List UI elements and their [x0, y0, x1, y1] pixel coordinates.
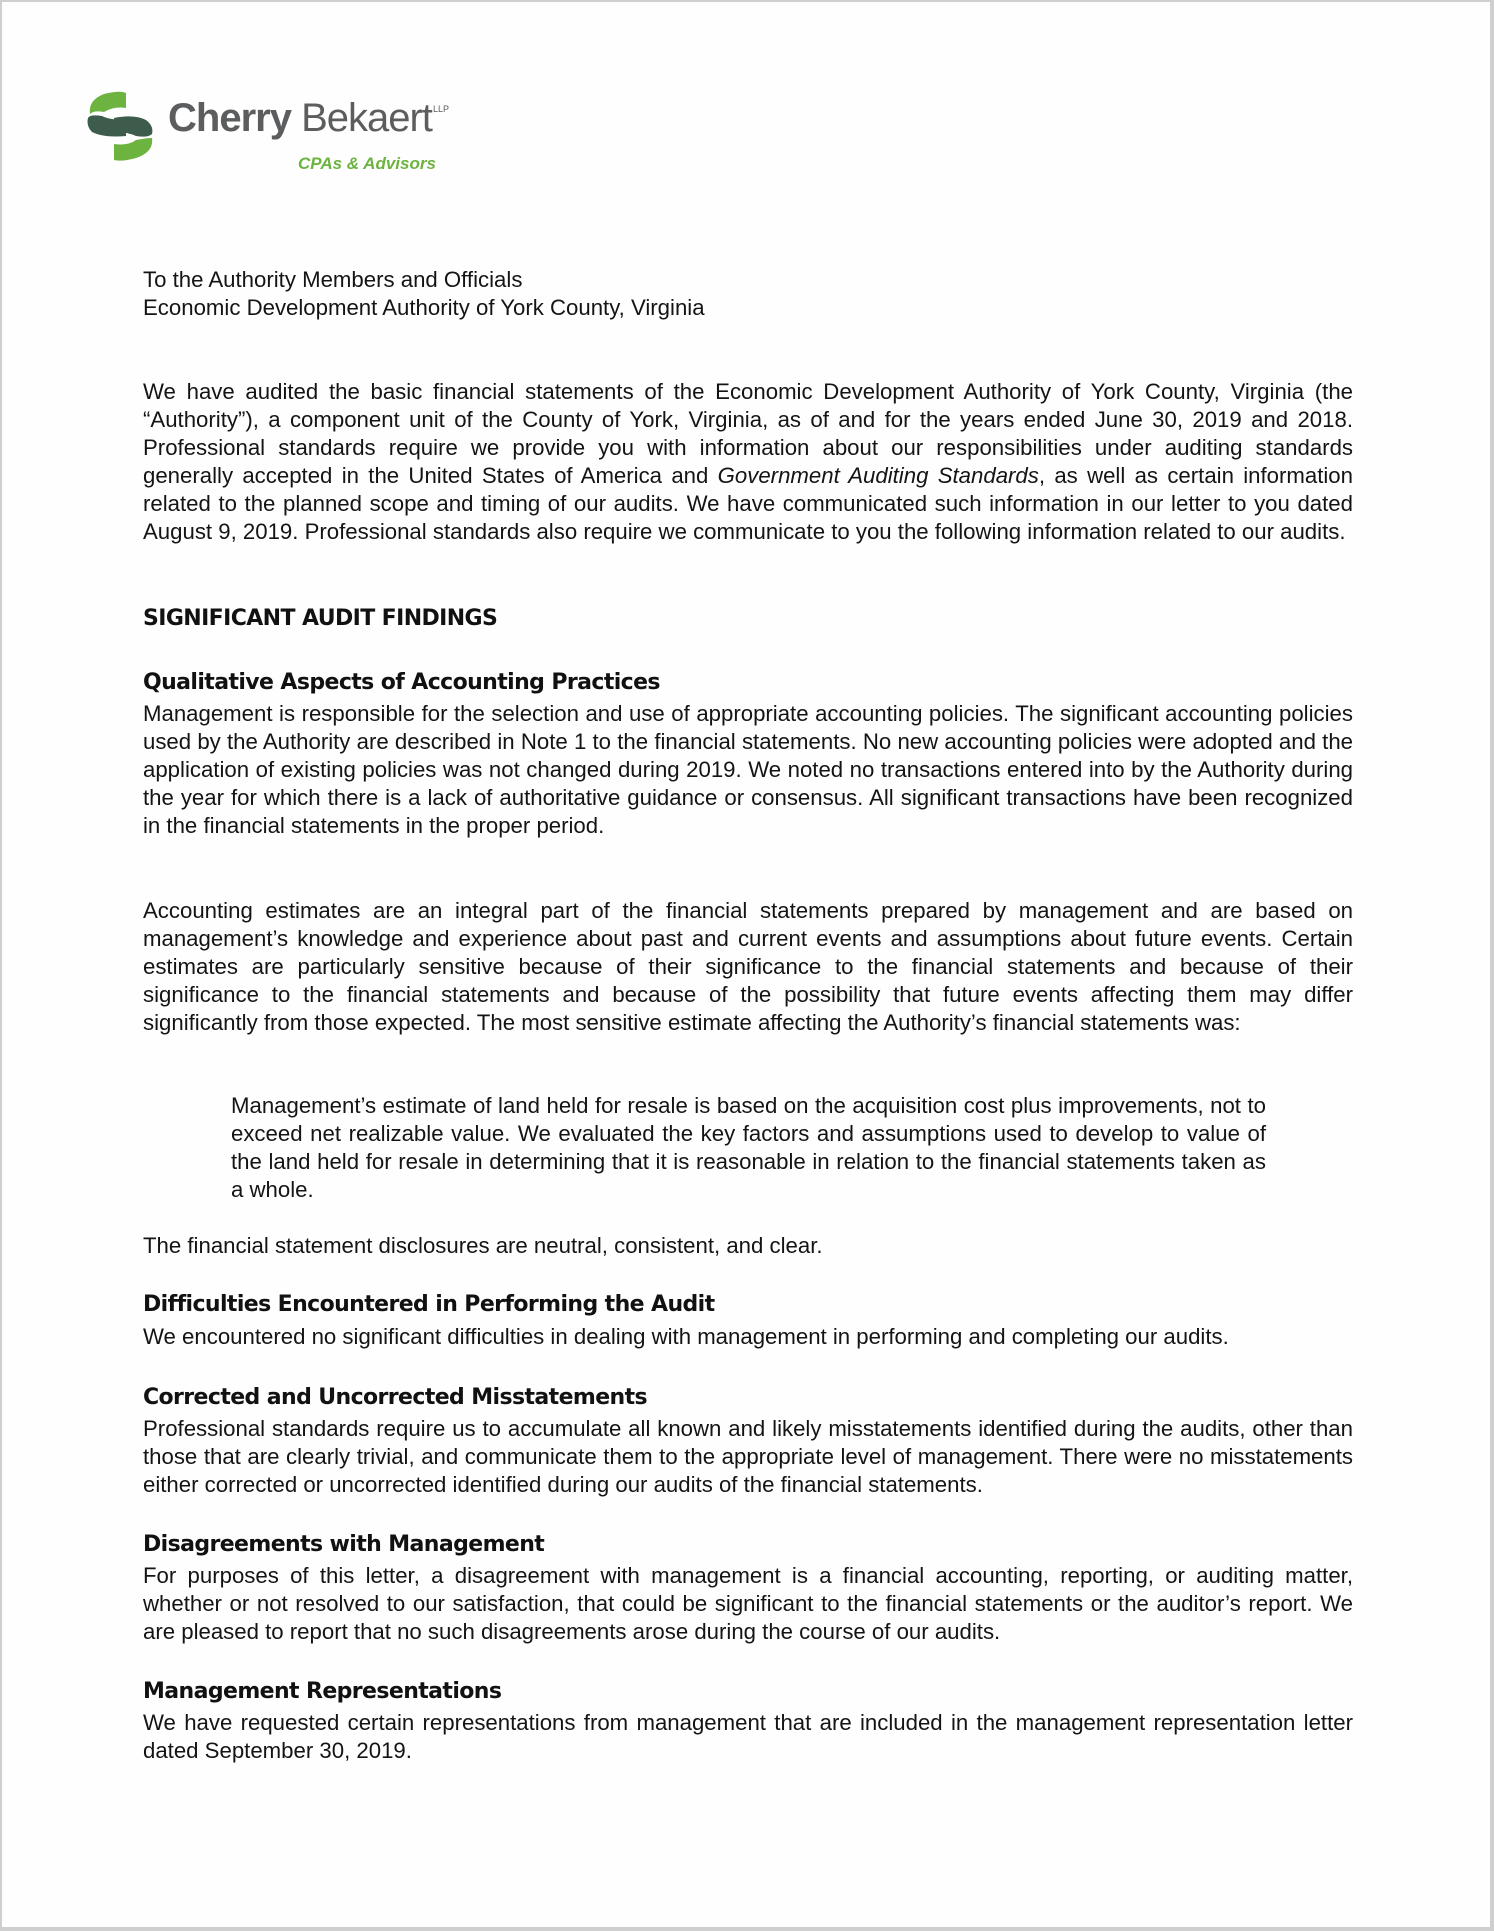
standards-title: Government Auditing Standards	[717, 463, 1039, 488]
heading-disagreements: Disagreements with Management	[143, 1532, 545, 1557]
misstatements-paragraph: Professional standards require us to accumulate all known and likely misstatements identified during the audits, other than those that are clearly trivial, and communicate them to the appropriate level of management. There were no misstatements either corrected or uncorrected identified during our audits of the financial statements.	[143, 1416, 1353, 1497]
document-page	[2, 2, 1490, 1927]
intro-paragraph: We have audited the basic financial statements of the Economic Development Authority of York County, Virginia (the “Authority”), a component unit of the County of York, Virginia, as of and for the years ended June 30, 2019 and 2018. Professional standards require we provide you with information about our responsibilities under auditing standards generally accepted in the United States of America and Government Auditing Standards, as well as certain information related to the planned scope and timing of our audits. We have communicated such information in our letter to you dated August 9, 2019. Professional standards also require we communicate to you the following information related to our audits.	[143, 379, 1353, 544]
heading-representations: Management Representations	[143, 1679, 502, 1704]
difficulties-paragraph: We encountered no significant difficulties in dealing with management in performing and completing our audits.	[143, 1324, 1229, 1349]
heading-qualitative: Qualitative Aspects of Accounting Practices	[143, 670, 660, 695]
logo-suffix: LLP	[433, 104, 450, 114]
logo-tagline: CPAs & Advisors	[298, 154, 436, 173]
logo-mark-icon	[84, 90, 156, 162]
qualitative-paragraph-2: Accounting estimates are an integral part of the financial statements prepared by management and are based on management’s knowledge and experience about past and current events and assumptions about future events. Certain estimates are particularly sensitive because of their significance to the financial statements and because of their significance to the financial statements and because of the possibility that future events affecting them may differ significantly from those expected. The most sensitive estimate affecting the Authority’s financial statements was:	[143, 898, 1353, 1035]
qualitative-paragraph-3: The financial statement disclosures are neutral, consistent, and clear.	[143, 1233, 823, 1258]
firm-logo	[84, 90, 464, 180]
address-block	[143, 266, 1353, 322]
heading-misstatements: Corrected and Uncorrected Misstatements	[143, 1385, 648, 1410]
heading-difficulties: Difficulties Encountered in Performing the Audit	[143, 1292, 715, 1317]
address-line-1: To the Authority Members and Officials	[143, 267, 523, 292]
disagreements-paragraph: For purposes of this letter, a disagreement with management is a financial accounting, reporting, or auditing matter, whether or not resolved to our satisfaction, that could be significant to the financial statements or the auditor’s report. We are pleased to report that no such disagreements arose during the course of our audits.	[143, 1563, 1353, 1644]
section-title: SIGNIFICANT AUDIT FINDINGS	[143, 606, 498, 631]
representations-paragraph: We have requested certain representations from management that are included in the management representation letter dated September 30, 2019.	[143, 1710, 1353, 1763]
qualitative-paragraph-1: Management is responsible for the selection and use of appropriate accounting policies. The significant accounting policies used by the Authority are described in Note 1 to the financial statements. No new accounting policies were adopted and the application of existing policies was not changed during 2019. We noted no transactions entered into by the Authority during the year for which there is a lack of authoritative guidance or consensus. All significant transactions have been recognized in the financial statements in the proper period.	[143, 701, 1353, 838]
estimate-blockquote: Management’s estimate of land held for resale is based on the acquisition cost plus improvements, not to exceed net realizable value. We evaluated the key factors and assumptions used to develop to value of the land held for resale in determining that it is reasonable in relation to the financial statements taken as a whole.	[231, 1093, 1266, 1202]
address-line-2: Economic Development Authority of York County, Virginia	[143, 295, 705, 320]
logo-wordmark: Cherry Bekaert	[168, 96, 432, 140]
